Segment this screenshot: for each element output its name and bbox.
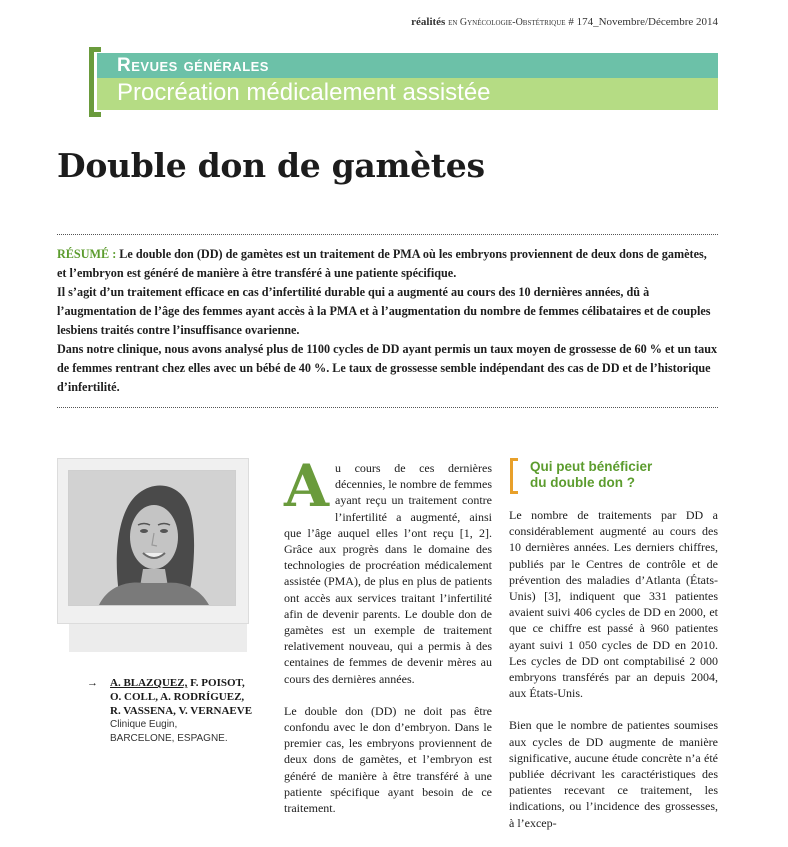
abstract-text-1: Le double don (DD) de gamètes est un traitement de PMA où les embryons proviennent de deux dons de gamètes, et l’embryon est généré de manière à être transféré à une patiente spécifique. bbox=[57, 247, 707, 280]
heading-bracket bbox=[510, 458, 518, 494]
section-label: Revues générales bbox=[117, 55, 269, 76]
author-photo bbox=[68, 470, 236, 606]
body-paragraph bbox=[284, 452, 492, 687]
lead-author: A. BLAZQUEZ, bbox=[110, 677, 188, 689]
issue-info: # 174_Novembre/Décembre 2014 bbox=[568, 16, 718, 28]
body-column-2 bbox=[509, 507, 718, 847]
affiliation-clinic: Clinique Eugin, bbox=[110, 719, 178, 730]
body-paragraph: Bien que le nombre de patientes soumises aux cycles de DD augmente de manière significative, aucune étude concrète n’a été publiée décrivant les caractéristiques des patientes recevant ce traitement, les indications, ou l’incidence des grossesses, à l’excep- bbox=[509, 718, 718, 830]
body-paragraph: Le nombre de traitements par DD a considérablement augmenté au cours des 10 dernières années. Les derniers chiffres, publiés par le Centres de contrôle et de prévention des maladies d’Atlanta (États-Unis) [3], indiquent que 331 patientes avaient suivi 406 cycles de DD en 2000, et que ce chiffre est passé à 960 patientes ayant suivi 1 050 cycles de DD en 2010. Les cycles de DD ont comptabilisé 2 000 embryons transférés par an depuis 2004, aux États-Unis. bbox=[509, 508, 718, 701]
author-names-line-3: R. VASSENA, V. VERNAEVE bbox=[110, 705, 253, 717]
body-column-1 bbox=[284, 452, 492, 832]
rubric-bracket bbox=[89, 47, 101, 117]
body-text: u cours de ces dernières décennies, le nombre de femmes ayant reçu un traitement contre l’infertilité a augmenté, ainsi que l’âge auquel elles l’ont reçu [1, 2]. Grâce aux progrès dans le domaine des technologies de procréation médicalement assistée (PMA), de plus en plus de patients ont accès aux services traitant l’infertilité afin de devenir parents. Le double don de gamètes est un exemple de traitement relativement nouveau, qui a permis à des centaines de femmes de devenir mères au cours des dernières années. bbox=[284, 461, 492, 686]
author-names-line-1 bbox=[110, 676, 252, 690]
affiliation-city: BARCELONE, ESPAGNE. bbox=[110, 733, 228, 744]
author-names-line-2: O. COLL, A. RODRÍGUEZ, bbox=[110, 691, 245, 703]
section-heading bbox=[530, 459, 652, 491]
author-block bbox=[89, 676, 252, 746]
portrait-illustration bbox=[69, 471, 235, 605]
abstract-label: RÉSUMÉ : bbox=[57, 247, 117, 261]
abstract-paragraph-3: Dans notre clinique, nous avons analysé plus de 1100 cycles de DD ayant permis un taux moyen de grossesse de 60 % et un taux de femmes rentrant chez elles avec un bébé de 40 %. Le taux de grossesse semble indépendant des cas de DD et de l’historique d’infertilité. bbox=[57, 342, 718, 394]
arrow-right-icon: → bbox=[87, 677, 98, 689]
article-title: Double don de gamètes bbox=[57, 146, 485, 185]
subsection-label: Procréation médicalement assistée bbox=[117, 79, 491, 106]
abstract-paragraph-1 bbox=[57, 245, 718, 283]
section-heading-line-2: du double don ? bbox=[530, 475, 635, 490]
co-author: F. POISOT, bbox=[187, 677, 245, 689]
drop-cap: A bbox=[284, 452, 330, 520]
section-heading-line-1: Qui peut bénéficier bbox=[530, 459, 653, 474]
journal-brand: réalités bbox=[411, 16, 446, 28]
abstract bbox=[57, 234, 718, 408]
body-paragraph: Le double don (DD) ne doit pas être confondu avec le don d’embryon. Dans le premier cas, les embryons proviennent de deux dons de gamètes, et l’embryon est généré de manière à être transféré à une patiente spécifique ayant besoin de ce traitement. bbox=[284, 703, 492, 816]
abstract-paragraph-2: Il s’agit d’un traitement efficace en cas d’infertilité durable qui a augmenté au cours des 10 dernières années, dû à l’augmentation de l’âge des femmes ayant accès à la PMA et à l’augmentation du nombre de femmes célibataires et de couples lesbiens traités contre l’insuffisance ovarienne. bbox=[57, 285, 711, 337]
journal-name: en Gynécologie-Obstétrique bbox=[448, 17, 566, 28]
running-head bbox=[411, 16, 718, 28]
